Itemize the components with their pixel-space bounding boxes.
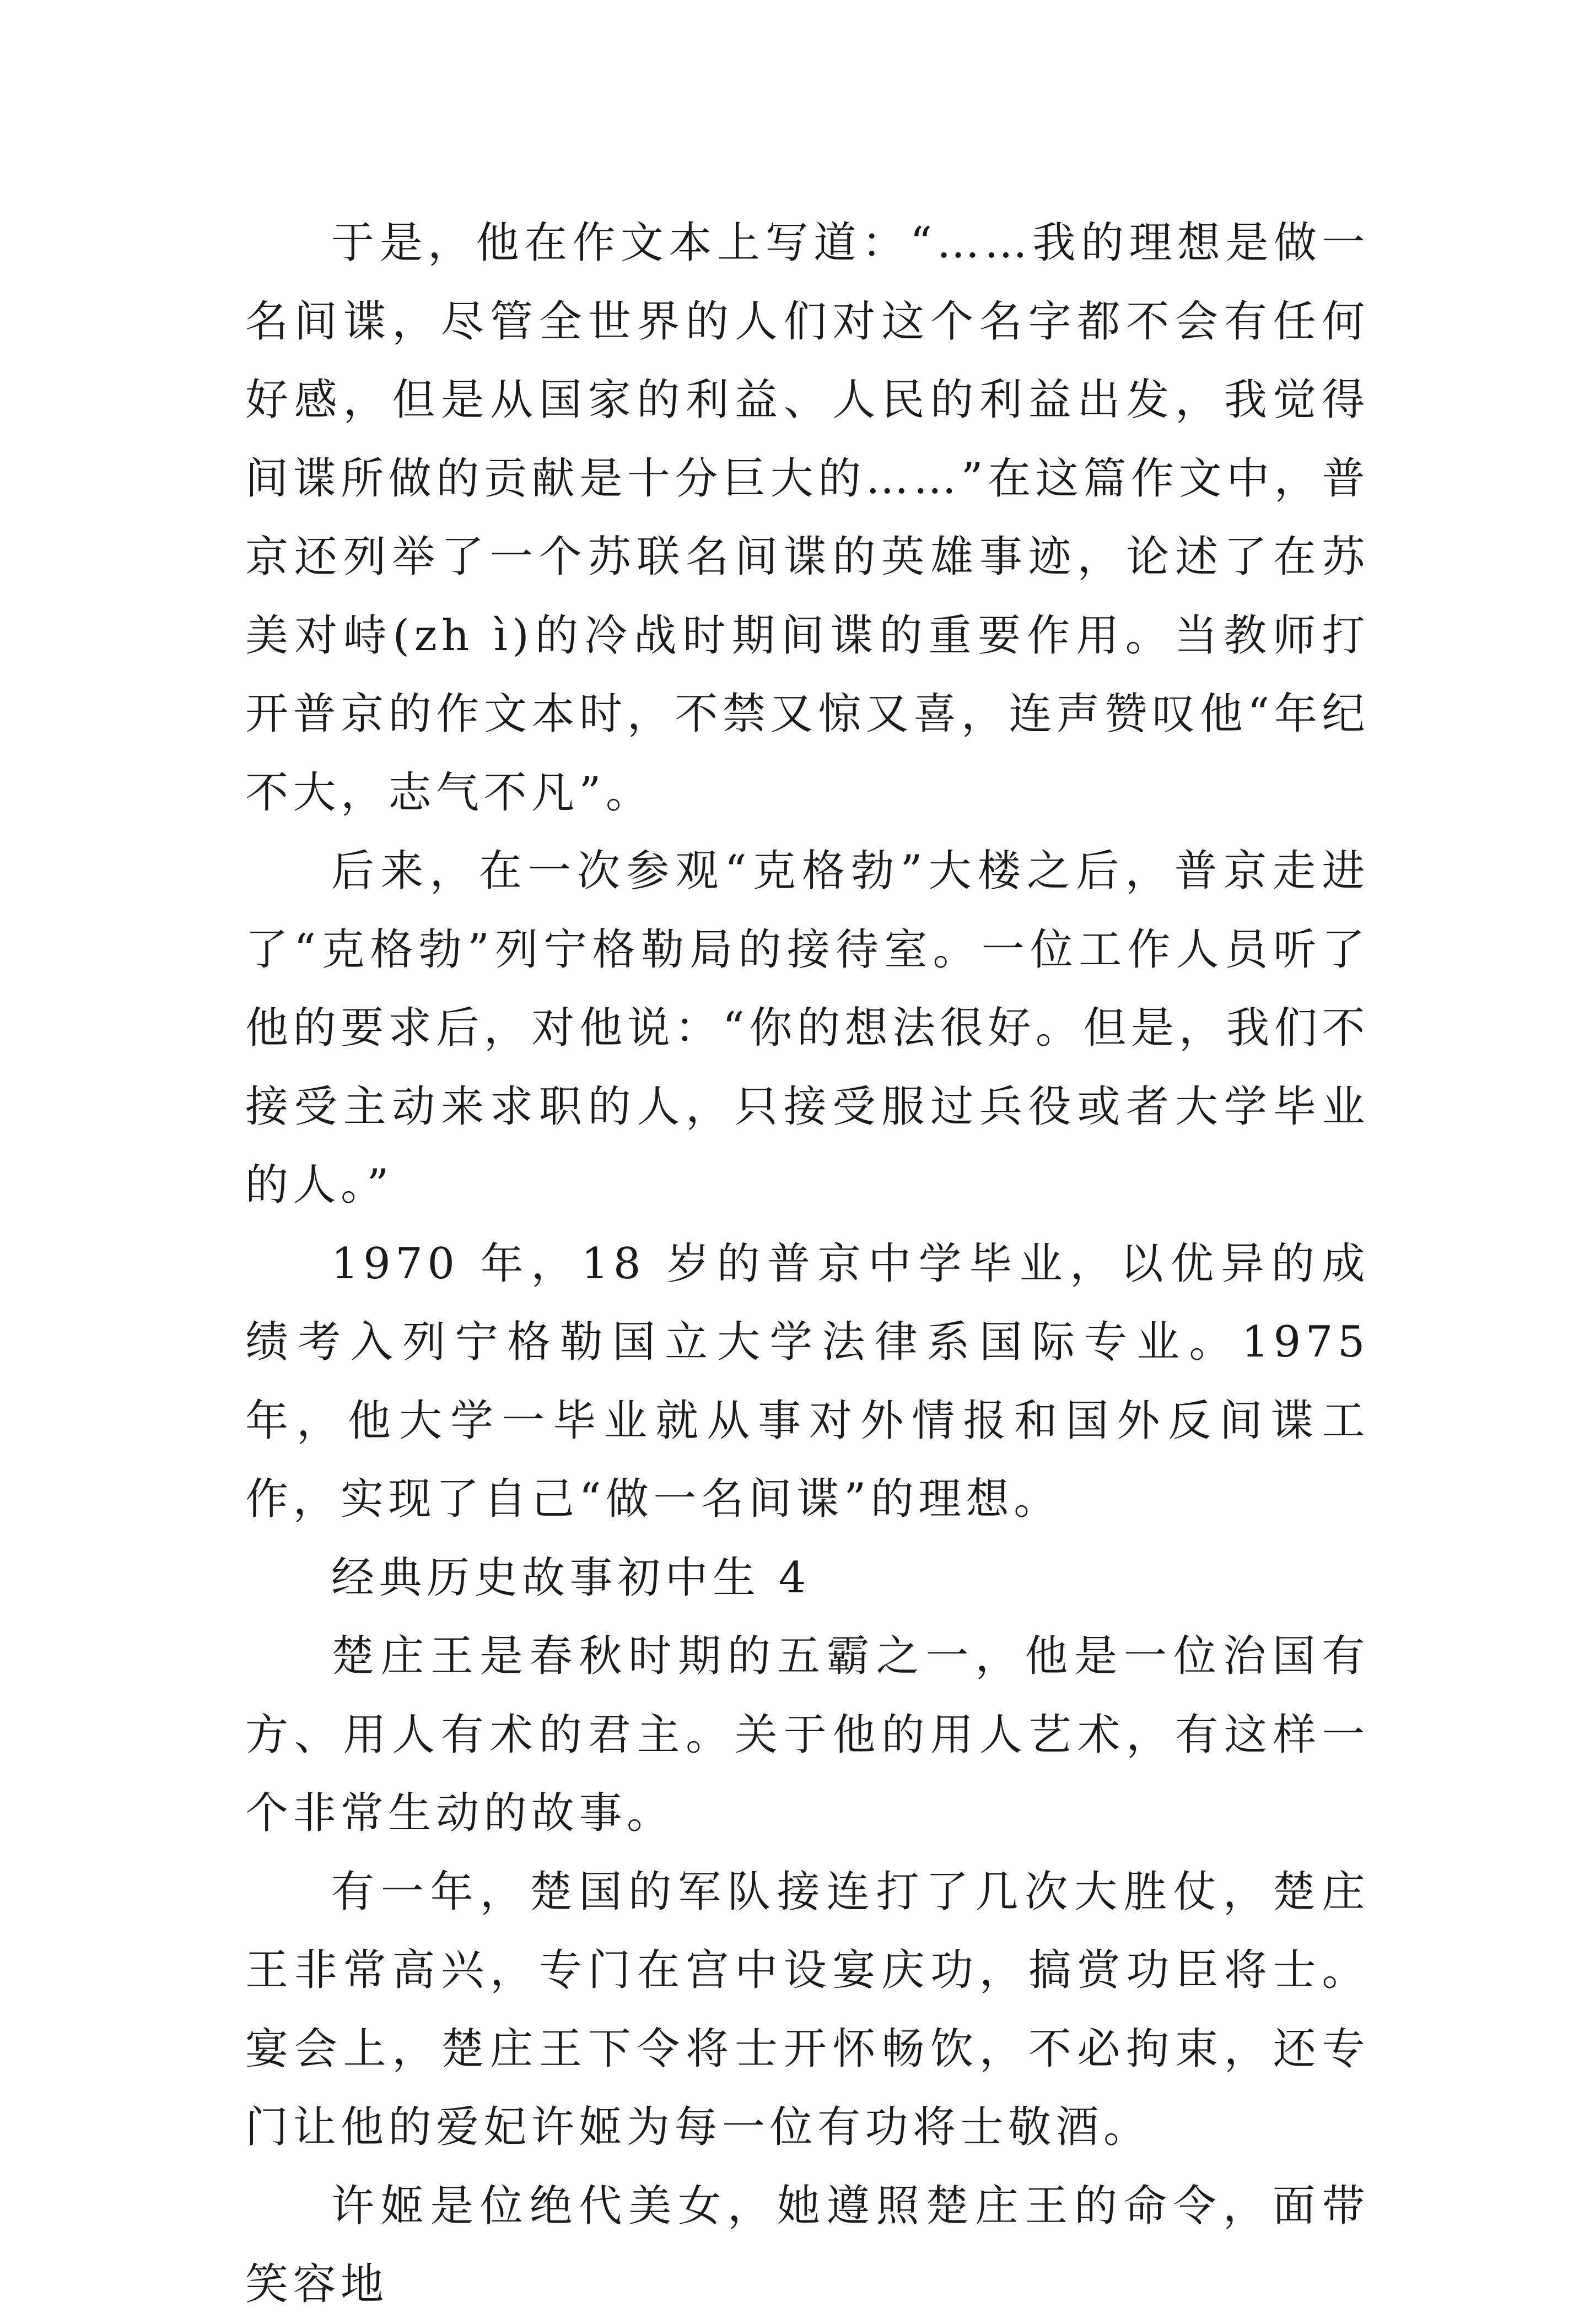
paragraph-chu-zhuang-intro: 楚庄王是春秋时期的五霸之一，他是一位治国有方、用人有术的君主。关于他的用人艺术，有这样一个非常生动的故事。	[245, 1631, 1370, 1838]
paragraph-xu-ji: 许姬是位绝代美女，她遵照楚庄王的命令，面带笑容地	[245, 2181, 1370, 2309]
paragraph-banquet: 有一年，楚国的军队接连打了几次大胜仗，楚庄王非常高兴，专门在宫中设宴庆功，搞赏功臣将士。宴会上，楚庄王下令将士开怀畅饮，不必拘束，还专门让他的爱妃许姬为每一位有功将士敬酒。	[245, 1867, 1370, 2152]
section-heading: 经典历史故事初中生 4	[331, 1553, 811, 1603]
paragraph-kgb-visit: 后来，在一次参观“克格勃”大楼之后，普京走进了“克格勃”列宁格勒局的接待室。一位工作人员听了他的要求后，对他说：“你的想法很好。但是，我们不接受主动来求职的人，只接受服过兵役或者大学毕业的人。”	[245, 846, 1370, 1210]
document-page	[245, 204, 1370, 2324]
paragraph-putin-essay: 于是，他在作文本上写道：“……我的理想是做一名间谍，尽管全世界的人们对这个名字都不会有任何好感，但是从国家的利益、人民的利益出发，我觉得间谍所做的贡献是十分巨大的……”在这篇作文中，普京还列举了一个苏联名间谍的英雄事迹，论述了在苏美对峙(zh ì)的冷战时期间谍的重要作用。当教师打开普京的作文本时，不禁又惊又喜，连声赞叹他“年纪不大，志气不凡”。	[245, 218, 1370, 818]
paragraph-university: 1970 年，18 岁的普京中学毕业，以优异的成绩考入列宁格勒国立大学法律系国际专业。1975 年，他大学一毕业就从事对外情报和国外反间谍工作，实现了自己“做一名间谍”的理想。	[245, 1239, 1370, 1524]
